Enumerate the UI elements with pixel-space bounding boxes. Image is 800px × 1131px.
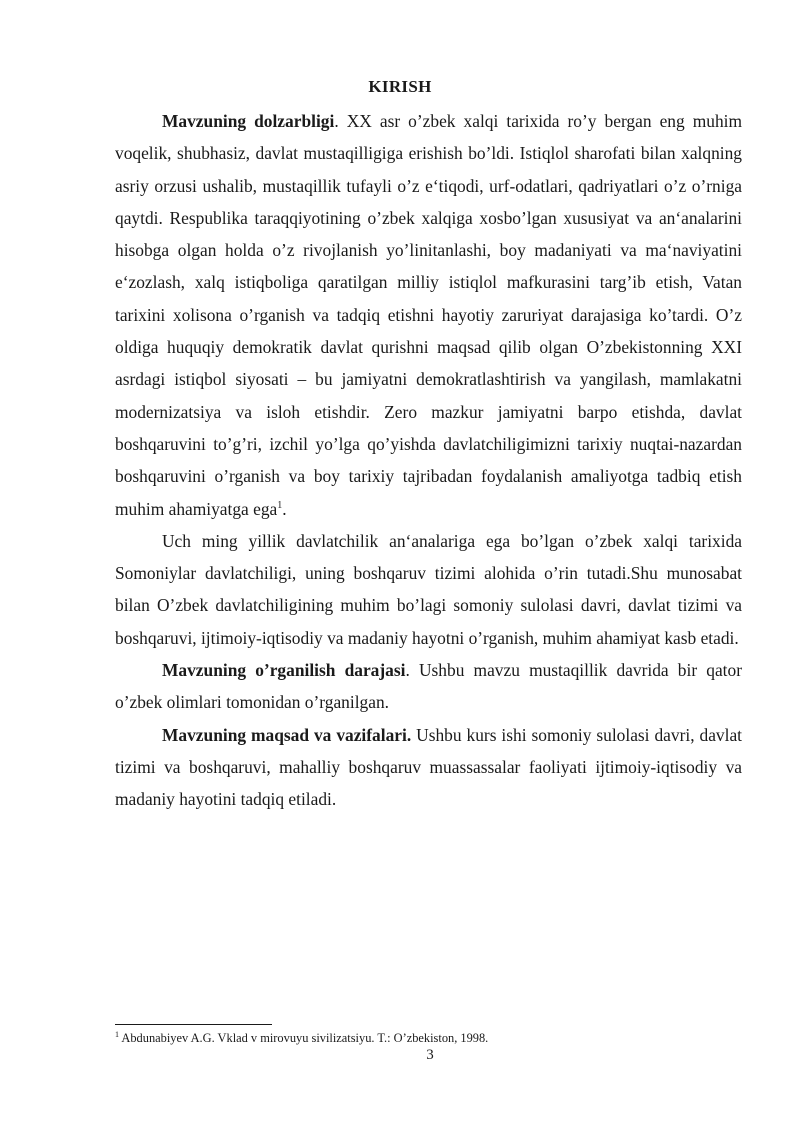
footnote — [115, 1030, 742, 1046]
paragraph-text: . XX asr o’zbek xalqi tarixida ro’y bergan eng muhim voqelik, shubhasiz, davlat mustaqilligiga erishish bo’ldi. Istiqlol sharofati bilan xalqning asriy orzusi ushalib, mustaqillik tufayli o’z e‘tiqodi, urf-odatlari, qadriyatlari o’z o’rniga qaytdi. Respublika taraqqiyotining o’zbek xalqiga xosbo’lgan xususiyat va an‘analarini hisobga olgan holda o’z rivojlanish yo’linitanlashi, boy madaniyati va ma‘naviyatini e‘zozlash, xalq istiqboliga qaratilgan milliy istiqlol mafkurasini targ’ib etish, Vatan tarixini xolisona o’rganish va tadqiq etishni hayotiy zaruriyat darajasiga ko’tardi. O’z oldiga huquqiy demokratik davlat qurishni maqsad qilib olgan O’zbekistonning XXI asrdagi istiqbol siyosati – bu jamiyatni demokratlashtirish va yangilash, mamlakatni modernizatsiya va isloh etishdir. Zero mazkur jamiyatni barpo etishda, davlat boshqaruvini to’g’ri, izchil yo’lga qo’yishda davlatchiligimizni tarixiy nuqtai-nazardan boshqaruvini o’rganish va boy tarixiy tajribadan foydalanish amaliyotga tadbiq etish muhim ahamiyatga ega — [115, 111, 743, 519]
paragraph-lead: Mavzuning o’rganilish darajasi — [162, 660, 406, 681]
paragraph-text: Uch ming yillik davlatchilik an‘analariga ega bo’lgan o’zbek xalqi tarixida Somoniylar davlatchiligi, uning boshqaruv tizimi alohida o’rin tutadi.Shu munosabat bilan O’zbek davlatchiligining muhim bo’lagi somoniy sulolasi davri, davlat tizimi va boshqaruvi, ijtimoiy-iqtisodiy va madaniy hayotni o’rganish, muhim ahamiyat kasb etadi. — [115, 530, 742, 648]
paragraph-goals — [115, 719, 742, 816]
footnote-divider — [115, 1024, 272, 1025]
page-number: 3 — [426, 1047, 434, 1063]
paragraph-tail: . — [282, 498, 287, 519]
footnote-text: Abdunabiyev A.G. Vklad v mirovuyu sivilizatsiyu. T.: O’zbekiston, 1998. — [119, 1031, 489, 1045]
paragraph-samanids — [115, 525, 742, 654]
page-heading: KIRISH — [368, 77, 432, 96]
paragraph-relevance — [115, 105, 742, 525]
paragraph-text: Ushbu kurs ishi somoniy sulolasi davri, davlat tizimi va boshqaruvi, mahalliy boshqaruv muassassalar faoliyati ijtimoiy-iqtisodiy va madaniy hayotini tadqiq etiladi. — [115, 724, 743, 810]
body-text — [115, 105, 742, 816]
footnote-marker: 1 — [115, 1029, 119, 1039]
paragraph-study-level — [115, 654, 742, 719]
paragraph-lead: Mavzuning maqsad va vazifalari. — [162, 724, 412, 745]
paragraph-text: . Ushbu mavzu mustaqillik davrida bir qator o’zbek olimlari tomonidan o’rganilgan. — [115, 660, 742, 713]
footnote-reference: 1 — [277, 499, 283, 511]
paragraph-lead: Mavzuning dolzarbligi — [162, 111, 335, 131]
